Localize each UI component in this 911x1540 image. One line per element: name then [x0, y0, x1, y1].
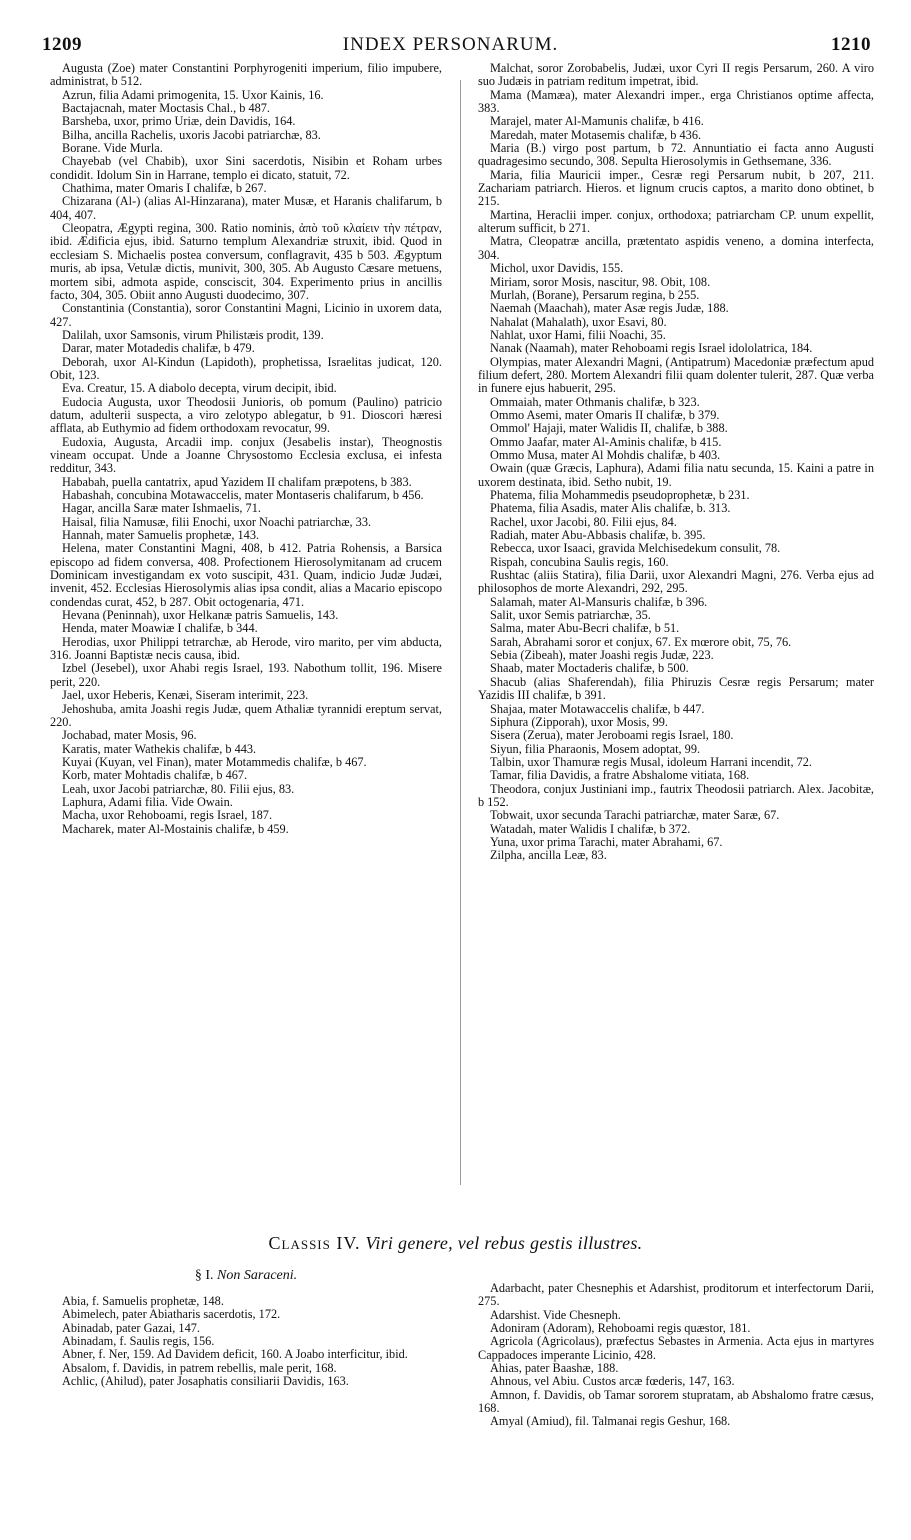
index-entry: Yuna, uxor prima Tarachi, mater Abrahami, 67.	[490, 834, 723, 849]
index-entry: Salit, uxor Semis patriarchæ, 35.	[490, 608, 651, 623]
index-entry: Nahlat, uxor Hami, filii Noachi, 35.	[490, 327, 666, 342]
index-entry: Rebecca, uxor Isaaci, gravida Melchisedekum consulit, 78.	[490, 541, 781, 556]
right-column	[478, 62, 874, 863]
index-entry: Sisera (Zerua), mater Jeroboami regis Israel, 180.	[490, 728, 734, 743]
index-entry: Ommo Asemi, mater Omaris II chalifæ, b 379.	[490, 407, 720, 422]
index-entry: Adoniram (Adoram), Rehoboami regis quæstor, 181.	[490, 1321, 751, 1336]
index-entry: Hababah, puella cantatrix, apud Yazidem II chalifam præpotens, b 383.	[62, 474, 412, 489]
index-entry: Nahalat (Mahalath), uxor Esavi, 80.	[490, 314, 667, 329]
index-entry: Ommaiah, mater Othmanis chalifæ, b 323.	[490, 394, 700, 409]
index-entry: Macha, uxor Rehoboami, regis Israel, 187.	[62, 808, 273, 823]
section-text: Non Saraceni.	[217, 1268, 298, 1283]
index-entry: Chathima, mater Omaris I chalifæ, b 267.	[62, 181, 267, 196]
index-entry: Cleopatra, Ægypti regina, 300. Ratio nominis, ἀπὸ τοῦ κλαίειν τὴν πέτραν, ibid. Ædificia ejus, ibid. Saturno templum Alexandriæ struxit, ibid. Quod in ecclesiam S. Michaelis postea conversum, conflagravit, 435 b 503. Ægyptum muris, ab ipsa, Vetulæ dictis, munivit, 300, 305. Ab Augusto Cæsare metuens, mortem sibi, admota aspide, consciscit, 304. Experimento prius in ancillis facto, 304, 305. Obiit anno Augusti duodecimo, 307.	[50, 221, 442, 302]
classis-label: Classis IV.	[268, 1233, 361, 1253]
page-number-left: 1209	[42, 34, 82, 55]
index-entry: Naemah (Maachah), mater Asæ regis Judæ, 188.	[490, 301, 729, 316]
index-entry: Hannah, mater Samuelis prophetæ, 143.	[62, 528, 260, 543]
index-entry: Macharek, mater Al-Mostainis chalifæ, b 459.	[62, 821, 289, 836]
index-entry: Maredah, mater Motasemis chalifæ, b 436.	[490, 127, 702, 142]
index-entry: Chayebab (vel Chabib), uxor Sini sacerdotis, Nisibin et Roham urbes condidit. Idolum Sin in Harrane, templo ei dicato, statuit, 72.	[50, 154, 442, 182]
index-entry: Haisal, filia Namusæ, filii Enochi, uxor Noachi patriarchæ, 33.	[62, 514, 372, 529]
index-entry: Shajaa, mater Motawaccelis chalifæ, b 447.	[490, 701, 705, 716]
classis-text: Viri genere, vel rebus gestis illustres.	[365, 1233, 643, 1253]
index-entry: Agricola (Agricolaus), præfectus Sebastes in Armenia. Acta ejus in martyres Cappadoces imperante Licinio, 428.	[478, 1334, 874, 1362]
index-entry: Siphura (Zipporah), uxor Mosis, 99.	[490, 714, 668, 729]
index-entry: Salamah, mater Al-Mansuris chalifæ, b 396.	[490, 594, 708, 609]
index-entry: Hagar, ancilla Saræ mater Ishmaelis, 71.	[62, 501, 261, 516]
index-entry: Salma, mater Abu-Becri chalifæ, b 51.	[490, 621, 680, 636]
index-entry: Ommol' Hajaji, mater Walidis II, chalifæ, b 388.	[490, 421, 728, 436]
index-entry: Sebia (Zibeah), mater Joashi regis Judæ, 223.	[490, 648, 714, 663]
index-entry: Kuyai (Kuyan, vel Finan), mater Motammedis chalifæ, b 467.	[62, 754, 367, 769]
index-entry: Chizarana (Al-) (alias Al-Hinzarana), mater Musæ, et Haranis chalifarum, b 404, 407.	[50, 194, 442, 222]
index-entry: Talbin, uxor Thamuræ regis Musal, idoleum Harrani incendit, 72.	[490, 754, 812, 769]
index-entry: Owain (quæ Græcis, Laphura), Adami filia natu secunda, 15. Kaini a patre in uxorem destinata, ibid. Setho nubit, 19.	[478, 461, 874, 489]
index-entry: Korb, mater Mohtadis chalifæ, b 467.	[62, 768, 248, 783]
right-column-section	[478, 1282, 874, 1429]
index-entry: Azrun, filia Adami primogenita, 15. Uxor Kainis, 16.	[62, 87, 324, 102]
index-entry: Adarbacht, pater Chesnephis et Adarshist, proditorum et interfectorum Darii, 275.	[478, 1281, 874, 1309]
index-entry: Sarah, Abrahami soror et conjux, 67. Ex mœrore obit, 75, 76.	[490, 634, 792, 649]
index-entry: Siyun, filia Pharaonis, Mosem adoptat, 99.	[490, 741, 701, 756]
index-entry: Tamar, filia Davidis, a fratre Abshalome vitiata, 168.	[490, 768, 750, 783]
section-heading	[50, 1268, 442, 1284]
page-header	[30, 34, 871, 58]
index-entry: Malchat, soror Zorobabelis, Judæi, uxor Cyri II regis Persarum, 260. A viro suo Judæis in patriam reditum impetrat, ibid.	[478, 61, 874, 89]
index-entry: Rachel, uxor Jacobi, 80. Filii ejus, 84.	[490, 514, 677, 529]
page-number-right: 1210	[831, 34, 871, 55]
classis-heading	[0, 1233, 911, 1254]
index-entry: Herodias, uxor Philippi tetrarchæ, ab Herode, viro marito, per vim abducta, 316. Joanni Baptistæ necis causa, ibid.	[50, 634, 442, 663]
index-entry: Phatema, filia Asadis, mater Alis chalifæ, b. 313.	[490, 501, 731, 516]
index-entry: Zilpha, ancilla Leæ, 83.	[490, 848, 607, 863]
index-entry: Murlah, (Borane), Persarum regina, b 255.	[490, 287, 700, 302]
index-entry: Karatis, mater Wathekis chalifæ, b 443.	[62, 741, 257, 756]
index-entry: Abinadam, f. Saulis regis, 156.	[62, 1334, 215, 1349]
index-entry: Eva. Creatur, 15. A diabolo decepta, virum decipit, ibid.	[62, 381, 337, 396]
index-entry: Jehoshuba, amita Joashi regis Judæ, quem Athaliæ tyrannidi ereptum servat, 220.	[50, 701, 442, 729]
index-entry: Leah, uxor Jacobi patriarchæ, 80. Filii ejus, 83.	[62, 781, 295, 796]
index-entry: Olympias, mater Alexandri Magni, (Antipatrum) Macedoniæ præfectum apud filium defert, 280. Mortem Alexandri filii quam dolenter tulerit, 287. Quæ verba in funere ejus habuerit, 295.	[478, 354, 874, 396]
index-entry: Phatema, filia Mohammedis pseudoprophetæ, b 231.	[490, 488, 750, 502]
index-entry: Augusta (Zoe) mater Constantini Porphyrogeniti imperium, filio impubere, administrat, b 512.	[50, 61, 442, 89]
index-entry: Abimelech, pater Abiatharis sacerdotis, 172.	[62, 1307, 281, 1322]
page-title: INDEX PERSONARUM.	[342, 34, 559, 55]
index-entry: Bactajacnah, mater Moctasis Chal., b 487.	[62, 101, 270, 116]
index-entry: Abia, f. Samuelis prophetæ, 148.	[62, 1294, 224, 1308]
index-entry: Deborah, uxor Al-Kindun (Lapidoth), prophetissa, Israelitas judicat, 120. Obit, 123.	[50, 354, 442, 382]
index-entry: Borane. Vide Murla.	[62, 141, 163, 156]
index-entry: Adarshist. Vide Chesneph.	[490, 1307, 621, 1322]
index-entry: Laphura, Adami filia. Vide Owain.	[62, 794, 233, 809]
index-entry: Matra, Cleopatræ ancilla, prætentato aspidis veneno, a domina interfecta, 304.	[478, 234, 874, 262]
left-column-section	[50, 1295, 442, 1388]
index-entry: Nanak (Naamah), mater Rehoboami regis Israel idololatrica, 184.	[490, 341, 813, 356]
index-entry: Rushtac (aliis Statira), filia Darii, uxor Alexandri Magni, 276. Verba ejus ad philosophos de morte Alexandri, 292, 295.	[478, 568, 874, 596]
index-entry: Michol, uxor Davidis, 155.	[490, 261, 624, 276]
index-entry: Helena, mater Constantini Magni, 408, b 412. Patria Rohensis, a Barsica episcopo ad fidem conversa, 408. Profectionem Hierosolymitanam ad crucem Dominicam investigandam ex voto suscipit, 431. Quam, indicio Judæ Judæi, invenit, 452. Ecclesias Hierosolymis alias ipsa condit, alias a Macario episcopo condendas curat, 452, b 287. Obit octogenaria, 471.	[50, 541, 442, 609]
column-divider	[460, 80, 461, 1185]
index-entry: Jael, uxor Heberis, Kenæi, Siseram interimit, 223.	[62, 688, 309, 703]
index-entry: Maria, filia Mauricii imper., Cesræ regi Persarum nubit, b 207, 211. Zachariam patriarch. Hieros. et lignum crucis captos, a marito dono obtinet, b 215.	[478, 167, 874, 209]
index-entry: Habashah, concubina Motawaccelis, mater Montaseris chalifarum, b 456.	[62, 488, 424, 502]
index-entry: Achlic, (Ahilud), pater Josaphatis consiliarii Davidis, 163.	[62, 1374, 349, 1389]
index-entry: Maria (B.) virgo post partum, b 72. Annuntiatio ei facta anno Augusti quadragesimo secundo, 308. Sepulta Hierosolymis in Gethsemane, 336.	[478, 141, 874, 169]
index-entry: Martina, Heraclii imper. conjux, orthodoxa; patriarcham CP. unum expellit, alterum sufficit, b 271.	[478, 207, 874, 236]
section-label: § I.	[194, 1268, 214, 1283]
index-entry: Eudocia Augusta, uxor Theodosii Junioris, ob pomum (Paulino) patricio datum, adulterii suspecta, a viro zelotypo ablegatur, b 91. Dioscori hæresi afflata, ab Euthymio ad fidem orthodoxam revocatur, 99.	[50, 394, 442, 436]
index-entry: Ommo Musa, mater Al Mohdis chalifæ, b 403.	[490, 447, 721, 462]
index-entry: Eudoxia, Augusta, Arcadii imp. conjux (Jesabelis instar), Theognostis vineam occupat. Unde a Joanne Chrysostomo Ecclesia exclusa, ei infesta redditur, 343.	[50, 434, 442, 476]
index-entry: Bilha, ancilla Rachelis, uxoris Jacobi patriarchæ, 83.	[62, 127, 321, 142]
index-entry: Marajel, mater Al-Mamunis chalifæ, b 416.	[490, 114, 704, 129]
index-entry: Radiah, mater Abu-Abbasis chalifæ, b. 395.	[490, 528, 706, 543]
index-entry: Constantinia (Constantia), soror Constantini Magni, Licinio in uxorem data, 427.	[50, 301, 442, 329]
index-entry: Theodora, conjux Justiniani imp., fautrix Theodosii patriarch. Alex. Jacobitæ, b 152.	[478, 781, 874, 809]
index-entry: Abner, f. Ner, 159. Ad Davidem deficit, 160. A Joabo interficitur, ibid.	[62, 1347, 408, 1362]
index-entry: Ommo Jaafar, mater Al-Aminis chalifæ, b 415.	[490, 434, 722, 449]
index-entry: Shaab, mater Moctaderis chalifæ, b 500.	[490, 661, 689, 676]
index-entry: Barsheba, uxor, primo Uriæ, dein Davidis, 164.	[62, 114, 296, 129]
index-entry: Tobwait, uxor secunda Tarachi patriarchæ, mater Saræ, 67.	[490, 808, 780, 823]
index-entry: Rispah, concubina Saulis regis, 160.	[490, 554, 669, 569]
index-entry: Shacub (alias Shaferendah), filia Phiruzis Cesræ regis Persarum; mater Yazidis III chalifæ, b 391.	[478, 674, 874, 703]
index-entry: Miriam, soror Mosis, nascitur, 98. Obit, 108.	[490, 274, 711, 289]
index-entry: Hevana (Peninnah), uxor Helkanæ patris Samuelis, 143.	[62, 608, 339, 623]
index-entry: Ahias, pater Baashæ, 188.	[490, 1361, 619, 1376]
index-entry: Mama (Mamæa), mater Alexandri imper., erga Christianos optime affecta, 383.	[478, 87, 874, 116]
index-entry: Amnon, f. Davidis, ob Tamar sororem stupratam, ab Abshalomo fratre cæsus, 168.	[478, 1387, 874, 1416]
left-column	[50, 62, 442, 836]
index-entry: Absalom, f. Davidis, in patrem rebellis, male perit, 168.	[62, 1360, 337, 1375]
index-entry: Henda, mater Moawiæ I chalifæ, b 344.	[62, 621, 258, 636]
index-entry: Amyal (Amiud), fil. Talmanai regis Geshur, 168.	[490, 1414, 731, 1429]
index-entry: Jochabad, mater Mosis, 96.	[62, 728, 197, 743]
index-entry: Darar, mater Motadedis chalifæ, b 479.	[62, 341, 255, 356]
index-entry: Watadah, mater Walidis I chalifæ, b 372.	[490, 821, 691, 836]
index-entry: Abinadab, pater Gazai, 147.	[62, 1320, 200, 1335]
index-entry: Dalilah, uxor Samsonis, virum Philistæis prodit, 139.	[62, 327, 324, 342]
index-entry: Izbel (Jesebel), uxor Ahabi regis Israel, 193. Nabothum tollit, 196. Misere perit, 220.	[50, 661, 442, 689]
index-entry: Ahnous, vel Abiu. Custos arcæ fœderis, 147, 163.	[490, 1374, 735, 1389]
